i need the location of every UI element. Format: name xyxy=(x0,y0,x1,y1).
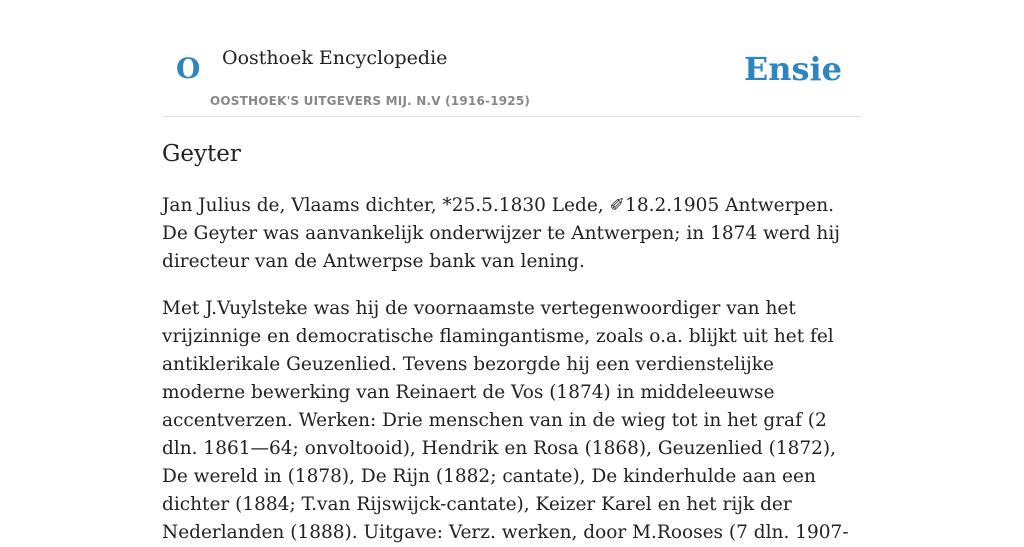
article-paragraph: Jan Julius de, Vlaams dichter, *25.5.1830 Lede, ✐18.2.1905 Antwerpen. De Geyter was aanvankelijk onderwijzer te Antwerpen; in 1874 werd hij directeur van de Antwerpse bank van lening. xyxy=(162,195,840,272)
article-title: Geyter xyxy=(162,141,241,167)
article-paragraph: Met J.Vuylsteke was hij de voornaamste vertegenwoordiger van het vrijzinnige en democratische flamingantisme, zoals o.a. blijkt uit het fel antiklerikale Geuzenlied. Tevens bezorgde hij een verdienstelijke moderne bewerking van Reinaert de Vos (1874) in middeleeuwse accentverzen. Werken: Drie menschen van in de wieg tot in het graf (2 dln. 1861—64; onvoltooid), Hendrik en Rosa (1868), Geuzenlied (1872), De wereld in (1878), De Rijn (1882; cantate), De kinderhulde aan een dichter (1884; T.van Rijswijck-cantate), Keizer Karel en het rijk der Nederlanden (1888). Uitgave: Verz. werken, door M.Rooses (7 dln. 1907- xyxy=(162,298,849,543)
page-container xyxy=(162,0,862,543)
source-title-link[interactable]: Oosthoek Encyclopedie xyxy=(222,47,448,69)
source-logo[interactable]: O xyxy=(176,52,201,85)
ensie-logo[interactable]: Ensie xyxy=(743,50,842,88)
publisher-label: OOSTHOEK'S UITGEVERS MIJ. N.V (1916-1925) xyxy=(210,94,531,108)
source-header xyxy=(162,0,862,117)
